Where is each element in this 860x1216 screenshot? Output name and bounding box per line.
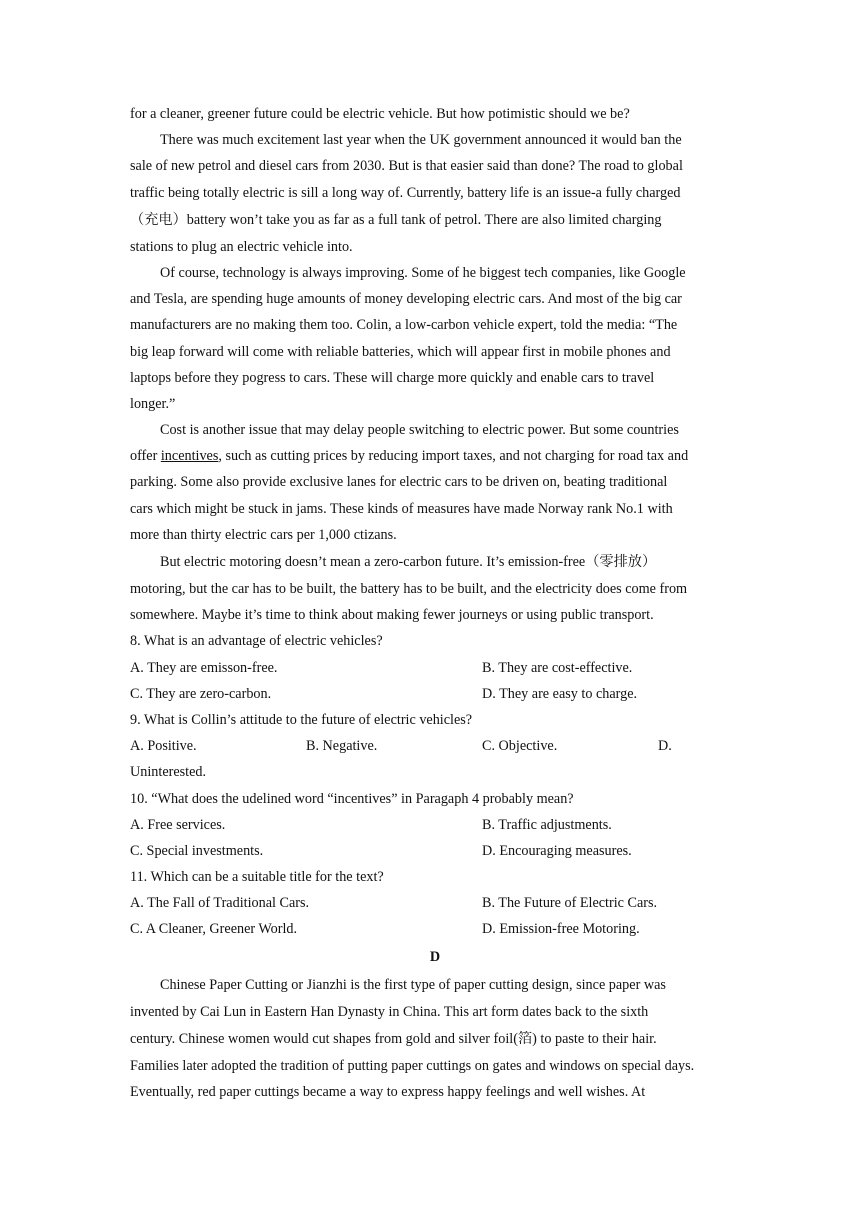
question-10-stem: 10. “What does the udelined word “incentives” in Paragaph 4 probably mean? [130,790,574,807]
paragraph-c4-line [130,443,740,469]
paragraph-c5-line: motoring, but the car has to be built, the battery has to be built, and the electricity does come from [130,581,688,597]
option-b: B. The Future of Electric Cars. [482,895,658,912]
question-11-options-row [130,916,740,942]
paragraph-d1-line: Chinese Paper Cutting or Jianzhi is the first type of paper cutting design, since paper was [160,976,666,993]
option-d: D. Emission-free Motoring. [482,921,640,938]
question-11-stem: 11. Which can be a suitable title for the text? [130,869,384,886]
underlined-word-incentives: incentives [160,448,219,465]
paragraph-c3-line: big leap forward will come with reliable batteries, which will appear first in mobile phones and [130,343,671,360]
option-b: B. Negative. [306,738,378,755]
option-d-wrapped-text: Uninterested. [130,764,207,781]
paragraph-c5-line: But electric motoring doesn’t mean a zero-carbon future. It’s emission-free（零排放） [160,554,657,570]
paragraph-c3-line: and Tesla, are spending huge amounts of money developing electric cars. And most of the big car [130,291,682,308]
option-c: C. Special investments. [130,842,264,859]
paragraph-c3-line: laptops before they pogress to cars. These will charge more quickly and enable cars to travel [130,369,655,386]
question-10-options-row [130,812,740,838]
paragraph-c2-line: sale of new petrol and diesel cars from 2030. But is that easier said than done? The road to global [130,158,683,175]
section-heading-d: D [429,948,441,965]
paragraph-c1-end: for a cleaner, greener future could be electric vehicle. But how potimistic should we be? [130,106,630,122]
paragraph-c4-offer: offer [130,448,161,465]
question-8-options-row [130,681,740,707]
option-d: D. [658,738,672,755]
paragraph-c2-line: （充电）battery won’t take you as far as a full tank of petrol. There are also limited charging [130,211,662,228]
paragraph-c4-line: Cost is another issue that may delay people switching to electric power. But some countries [160,422,679,439]
option-c: C. Objective. [482,738,558,755]
question-8-stem: 8. What is an advantage of electric vehicles? [130,633,383,650]
paragraph-c3-line: manufacturers are no making them too. Colin, a low-carbon vehicle expert, told the media: “The [130,317,678,334]
document-page [130,101,740,1105]
option-d: D. Encouraging measures. [482,842,632,859]
option-a: A. The Fall of Traditional Cars. [130,895,310,912]
option-a: A. They are emisson-free. [130,659,278,676]
question-11-options-row [130,890,740,916]
option-b: B. They are cost-effective. [482,659,633,676]
paragraph-d1-line: Eventually, red paper cuttings became a way to express happy feelings and well wishes. At [130,1084,646,1100]
question-8-options-row [130,655,740,681]
paragraph-d1-line: century. Chinese women would cut shapes from gold and silver foil(箔) to paste to their hair. [130,1030,657,1047]
option-d: D. They are easy to charge. [482,685,638,702]
paragraph-c4-line-rest: , such as cutting prices by reducing import taxes, and not charging for road tax and [218,448,689,465]
paragraph-c2-line: traffic being totally electric is sill a long way of. Currently, battery life is an issue-a fully charged [130,184,681,201]
paragraph-d1-line: Families later adopted the tradition of putting paper cuttings on gates and windows on special days. [130,1057,695,1074]
paragraph-c4-line: more than thirty electric cars per 1,000 ctizans. [130,526,397,543]
option-a: A. Positive. [130,738,197,755]
question-10-options-row [130,838,740,864]
option-a: A. Free services. [130,816,226,833]
option-c: C. A Cleaner, Greener World. [130,921,298,938]
paragraph-c2-line: There was much excitement last year when the UK government announced it would ban the [160,132,682,149]
question-9-options-row [130,733,740,759]
paragraph-c5-line: somewhere. Maybe it’s time to think about making fewer journeys or using public transport. [130,607,654,624]
paragraph-c3-line: Of course, technology is always improving. Some of he biggest tech companies, like Google [160,264,686,281]
paragraph-c3-line: longer.” [130,395,176,412]
option-b: B. Traffic adjustments. [482,816,612,833]
paragraph-d1-line: invented by Cai Lun in Eastern Han Dynasty in China. This art form dates back to the sixth [130,1003,649,1020]
paragraph-c4-line: cars which might be stuck in jams. These kinds of measures have made Norway rank No.1 with [130,500,673,517]
paragraph-c2-line: stations to plug an electric vehicle into. [130,238,353,255]
option-c: C. They are zero-carbon. [130,685,272,702]
question-9-stem: 9. What is Collin’s attitude to the future of electric vehicles? [130,711,473,728]
paragraph-c4-line: parking. Some also provide exclusive lanes for electric cars to be driven on, beating traditional [130,474,668,491]
